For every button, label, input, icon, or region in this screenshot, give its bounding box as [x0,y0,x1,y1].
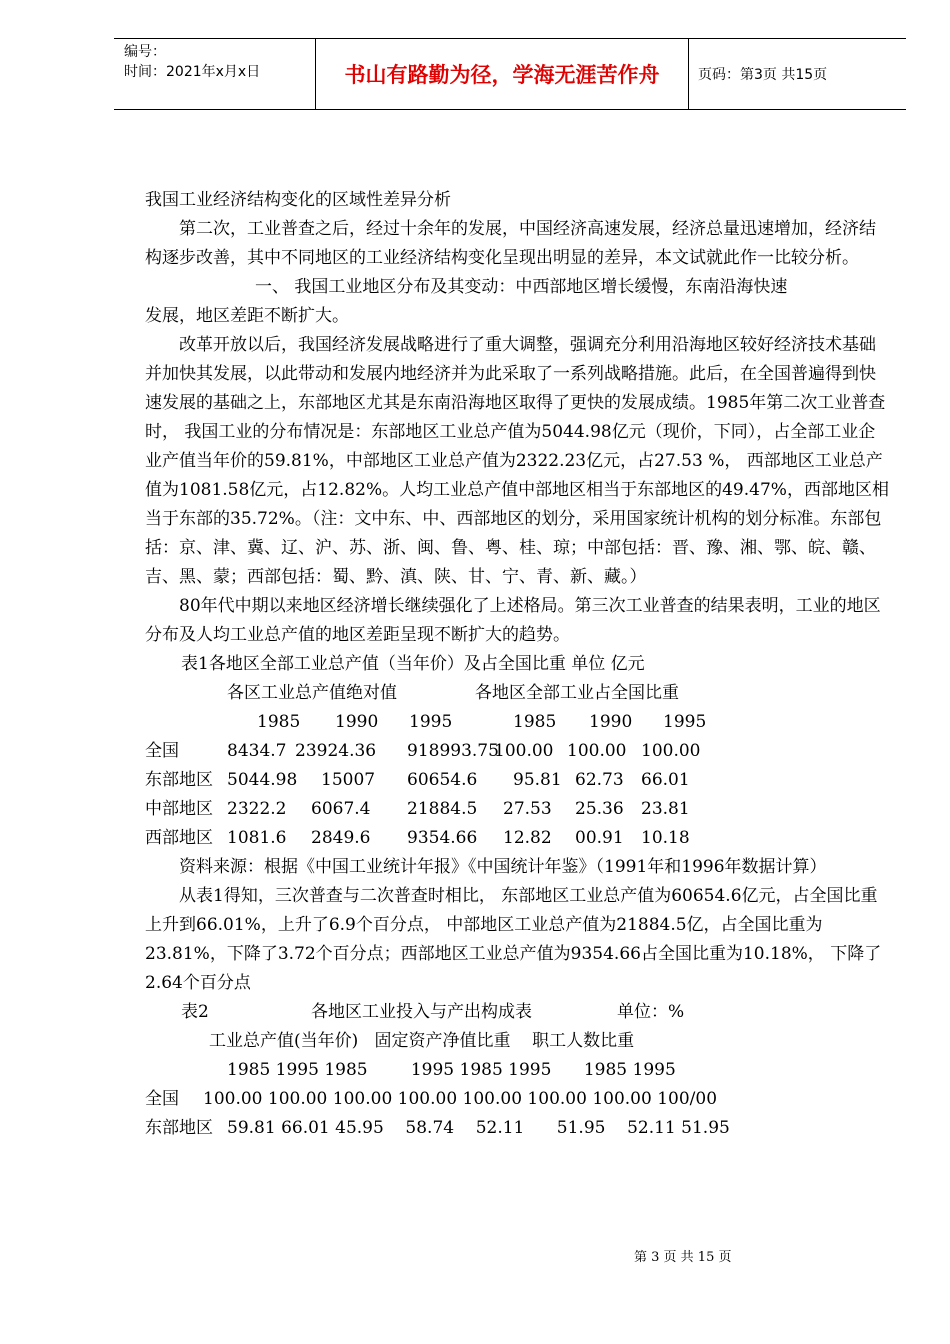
table1-cell: 00.91 [575,828,624,848]
table2-group-header [145,1027,890,1056]
table1-cell: 21884.5 [407,799,478,819]
serial-label: 编号： [124,44,166,60]
table1-cell: 100.00 [567,741,627,761]
table1-cell: 60654.6 [407,770,478,790]
table2-years: 1985 1995 1985 1995 1985 1995 1985 1995 [227,1060,676,1080]
table1-cell: 全国 [145,741,179,761]
table1-year: 1990 [335,712,379,732]
table1-cell: 西部地区 [145,828,213,848]
table1-cell: 9354.66 [407,828,478,848]
table2-cell: 59.81 66.01 45.95 58.74 52.11 51.95 52.11 51.95 [227,1118,730,1138]
header-page-info: 页码：第3页 共15页 [698,67,828,83]
time-label: 时间：2021年x月x日 [124,64,261,80]
table1-year: 1985 [257,712,301,732]
table1-cell: 中部地区 [145,799,213,819]
table2-cell: 东部地区 [145,1118,213,1138]
table1-group-header [145,679,890,708]
table1-cell: 12.82 [503,828,552,848]
document-title: 我国工业经济结构变化的区域性差异分析 [145,190,451,210]
header-meta [114,39,314,109]
table1-cell: 1081.6 [227,828,287,848]
table1-cell: 100.00 [494,741,554,761]
header-divider [688,39,689,109]
table2-caption-title: 各地区工业投入与产出构成表 [311,1002,532,1022]
table1-source: 资料来源：根据《中国工业统计年报》《中国统计年鉴》（1991年和1996年数据计算） [179,857,827,877]
table1-cell: 10.18 [641,828,690,848]
paragraph: 改革开放以后，我国经济发展战略进行了重大调整，强调充分利用沿海地区较好经济技术基础并加快其发展，以此带动和发展内地经济并为此采取了一系列战略措施。此后，在全国普遍得到快速发展的基础之上，东部地区尤其是东南沿海地区取得了更快的发展成绩。1985年第二次工业普查时， 我国工业的分布情况是：东部地区工业总产值为5044.98亿元（现价，下同），占全部工业企业产值当年价的59.81%，中部地区工业总产值为2322.23亿元，占27.53 %， 西部地区工业总产值为1081.58亿元，占12.82%。人均工业总产值中部地区相当于东部地区的49.47%，西部地区相当于东部的35.72%。（注：文中东、中、西部地区的划分，采用国家统计机构的划分标准。东部包括：京、津、冀、辽、沪、苏、浙、闽、鲁、粤、桂、琼；中部包括：晋、豫、湘、鄂、皖、赣、吉、黑、蒙；西部包括：蜀、黔、滇、陕、甘、宁、青、新、藏。） [145,335,889,587]
table1-cell: 25.36 [575,799,624,819]
table1-cell: 8434.7 [227,741,287,761]
table1-caption: 表1各地区全部工业总产值（当年价）及占全国比重 单位 亿元 [181,654,645,674]
paragraph: 第二次，工业普查之后，经过十余年的发展，中国经济高速发展，经济总量迅速增加，经济结构逐步改善，其中不同地区的工业经济结构变化呈现出明显的差异，本文试就此作一比较分析。 [145,219,876,268]
table1-year: 1995 [663,712,707,732]
table1-cell: 62.73 [575,770,624,790]
table1-year: 1995 [409,712,453,732]
table1-cell: 5044.98 [227,770,298,790]
table1-year-row [145,708,890,737]
table2-cell: 100.00 100.00 100.00 100.00 100.00 100.00 100.00 100/00 [203,1089,718,1109]
table1-cell: 6067.4 [311,799,371,819]
table1-cell: 23924.36 [295,741,377,761]
table1-cell: 东部地区 [145,770,213,790]
section-heading: 一、 我国工业地区分布及其变动：中西部地区增长缓慢，东南沿海快速 [255,277,788,297]
page-footer: 第 3 页 共 15 页 [634,1250,732,1265]
table1-cell: 66.01 [641,770,690,790]
table1-row [145,737,890,766]
table2-cell: 全国 [145,1089,179,1109]
page-header [114,38,906,110]
table2-row [145,1085,890,1114]
header-motto: 书山有路勤为径，学海无涯苦作舟 [344,62,660,87]
paragraph: 80年代中期以来地区经济增长继续强化了上述格局。第三次工业普查的结果表明，工业的地区分布及人均工业总产值的地区差距呈现不断扩大的趋势。 [145,596,881,645]
table1-year: 1990 [589,712,633,732]
paragraph: 从表1得知，三次普查与二次普查时相比， 东部地区工业总产值为60654.6亿元，占全国比重上升到66.01%，上升了6.9个百分点， 中部地区工业总产值为21884.5亿，占全国比重为23.81%，下降了3.72个百分点；西部地区工业总产值为9354.66占全国比重为10.18%， 下降了2.64个百分点 [145,886,882,993]
table1-row [145,795,890,824]
table2-groups: 工业总产值(当年价) 固定资产净值比重 职工人数比重 [209,1031,635,1051]
table1-cell: 2322.2 [227,799,287,819]
table2-caption [145,998,890,1027]
table1-group: 各区工业总产值绝对值 [227,683,397,703]
section-heading-cont: 发展，地区差距不断扩大。 [145,306,349,326]
table2-year-row [145,1056,890,1085]
table2-row [145,1114,890,1143]
table1-cell: 23.81 [641,799,690,819]
table1-cell: 95.81 [513,770,562,790]
table1-cell: 2849.6 [311,828,371,848]
table1-row [145,824,890,853]
table1-row [145,766,890,795]
table1-cell: 918993.75 [407,741,499,761]
table1-group: 各地区全部工业占全国比重 [475,683,679,703]
table2-caption-label: 表2 [181,1002,209,1022]
table2-caption-unit: 单位：% [617,1002,685,1022]
table1-cell: 27.53 [503,799,552,819]
table1-cell: 15007 [321,770,376,790]
table1-cell: 100.00 [641,741,701,761]
table1-year: 1985 [513,712,557,732]
document-body [145,186,890,1143]
